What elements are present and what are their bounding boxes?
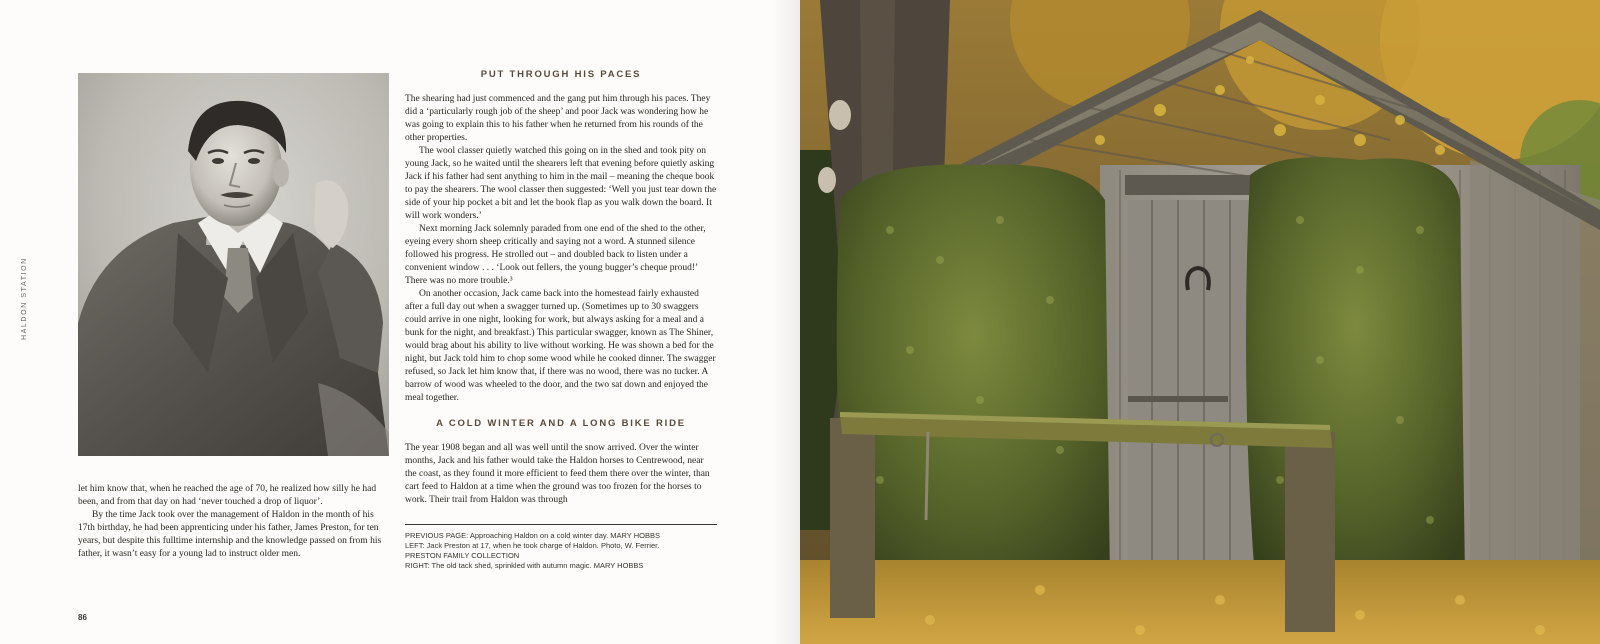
caption-line: PRESTON FAMILY COLLECTION [405,551,520,560]
caption-line: PREVIOUS PAGE: Approaching Haldon on a cold winter day. MARY HOBBS [405,531,660,540]
left-column-text [78,483,384,561]
portrait-photo [78,73,389,456]
page-number: 86 [78,613,87,622]
paragraph: The year 1908 began and all was well until the snow arrived. Over the winter months, Jack and his father would take the Haldon horses to Centrewood, near the coast, as they found it more efficient to feed them there over the winter, than cart feed to Haldon at a time when the ground was too frozen for the horses to work. Their trail from Haldon was through [405,443,710,505]
caption-line: LEFT: Jack Preston at 17, when he took charge of Haldon. Photo, W. Ferrier. [405,541,660,550]
right-column-text [405,68,717,507]
running-head: HALDON STATION [21,257,28,340]
paragraph: The wool classer quietly watched this going on in the shed and took pity on young Jack, so he waited until the shearers left that evening before quietly asking Jack if his father had sent anything to him in the mail – meaning the cheque book to pay the shearers. The wool classer then suggested: ‘Well you just tear down the side of your hip pocket a bit and let the book flap as you walk down the board. It will work wonders.’ [405,146,717,221]
paragraph: The shearing had just commenced and the gang put him through his paces. They did a ‘particularly rough job of the sheep’ and poor Jack was wondering how he was going to explain this to his father when he returned from his rounds of the other properties. [405,94,711,143]
paragraph: By the time Jack took over the management of Haldon in the month of his 17th birthday, he had been apprenticing under his father, James Preston, for ten years, but despite this fulltime internship and the knowledge passed on from his father, it wasn’t easy for a young lad to instruct older men. [78,510,382,559]
section-heading: PUT THROUGH HIS PACES [480,69,642,80]
paragraph: On another occasion, Jack came back into the homestead fairly exhausted after a full day out when a swagger turned up. (Sometimes up to 30 swaggers could arrive in one night, looking for work, but always asking for a meal and a bunk for the night, and breakfast.) This particular swagger, known as The Shiner, would brag about his ability to live without working. He was shown a bed for the night, but Jack told him to chop some wood while he cooked dinner. The swagger refused, so Jack let him know that, if there was no wood, there was no tucker. A barrow of wood was wheeled to the door, and the two sat down and enjoyed the meal together. [405,289,716,403]
caption-divider [405,524,717,525]
section-heading: A COLD WINTER AND A LONG BIKE RIDE [436,418,686,429]
paragraph: let him know that, when he reached the age of 70, he realized how silly he had been, and from that day on had ‘never touched a drop of liquor’. [78,484,377,507]
gutter-shadow [770,0,800,644]
caption-line: RIGHT: The old tack shed, sprinkled with autumn magic. MARY HOBBS [405,561,644,570]
paragraph: Next morning Jack solemnly paraded from one end of the shed to the other, eyeing every shorn sheep critically and saying not a word. A stunned silence followed his progress. He strolled out – and doubled back to listen under a convenient window . . . ‘Look out fellers, the young bugger’s cheque proud!’ There was no more trouble.³ [405,224,706,286]
photo-captions [405,531,725,571]
shed-photo [800,0,1600,644]
